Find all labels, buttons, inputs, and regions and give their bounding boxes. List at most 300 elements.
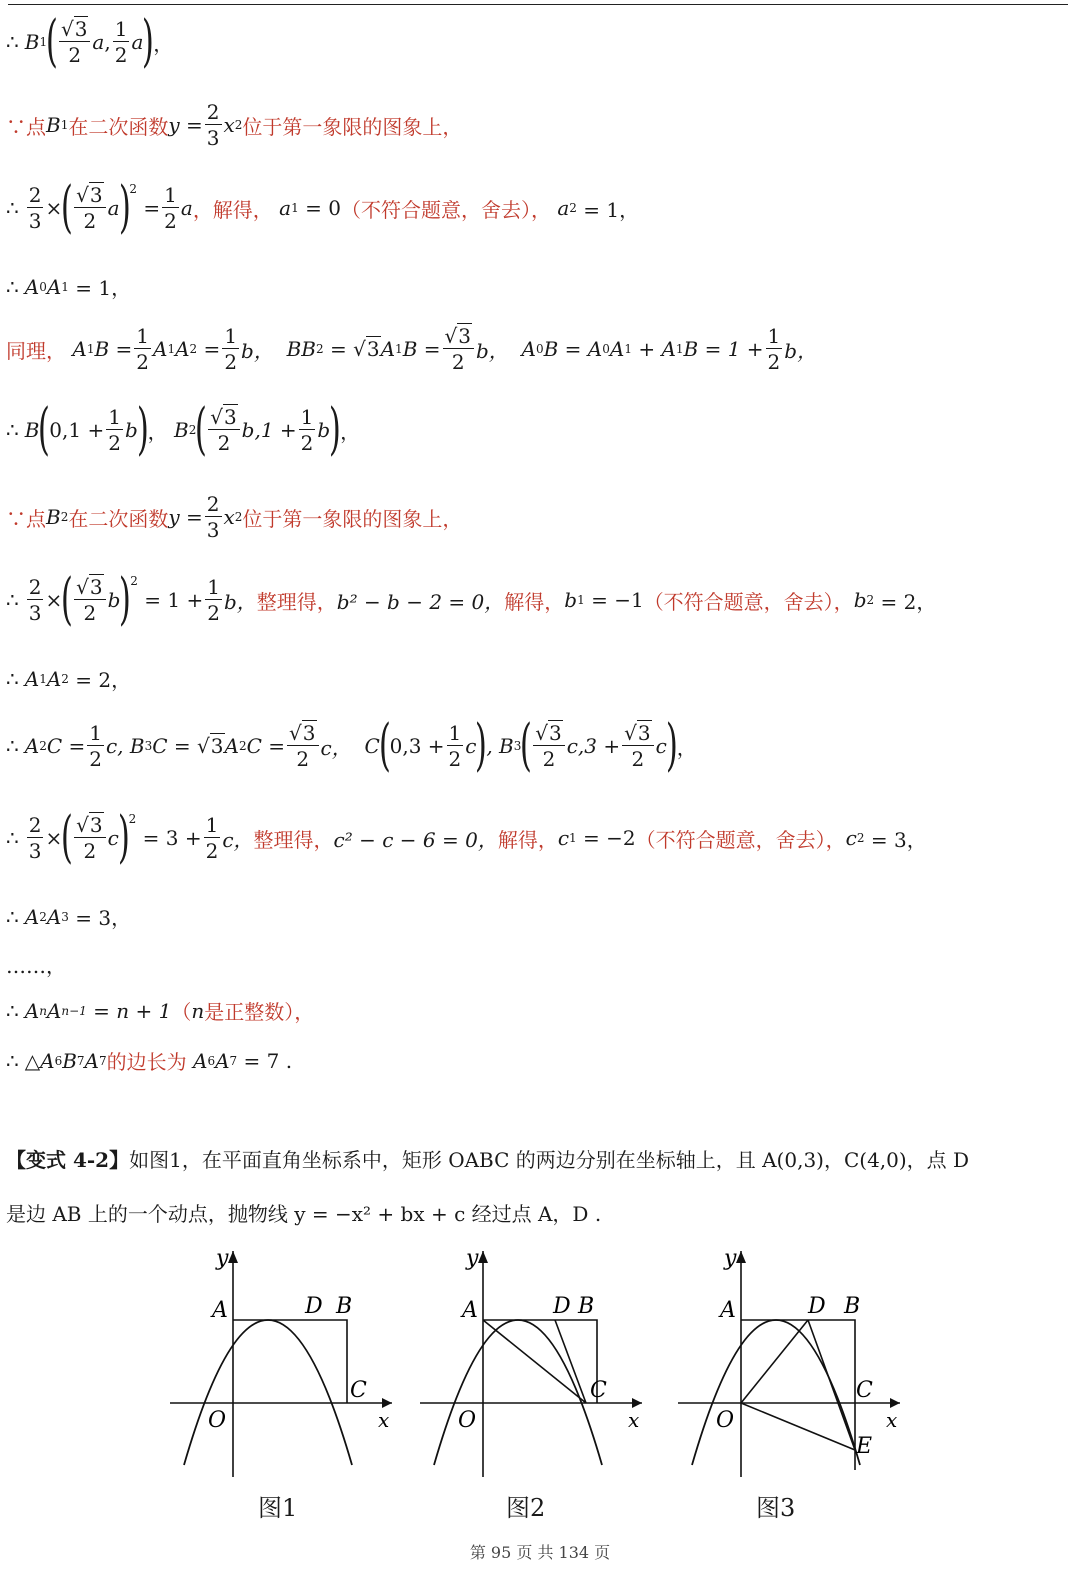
note: （ <box>171 1000 192 1024</box>
denominator: 2 <box>300 431 314 455</box>
fraction <box>205 494 222 540</box>
var-B: B <box>173 418 189 442</box>
fraction <box>447 723 464 769</box>
label-A: A <box>720 1298 736 1323</box>
denominator: 2 <box>89 747 102 771</box>
radicand: 3 <box>89 183 103 207</box>
label-x: x <box>378 1408 390 1432</box>
subscript: 1 <box>291 201 299 215</box>
radicand: 3 <box>549 721 562 745</box>
solution-line-14 <box>6 996 1070 1025</box>
var-B: B <box>46 505 61 529</box>
var-A: A <box>84 1048 99 1073</box>
radicand: 3 <box>223 405 237 429</box>
label-C: C <box>350 1378 367 1403</box>
subscript: 3 <box>513 739 522 753</box>
numerator: 2 <box>28 183 42 207</box>
text: 解得， <box>497 827 558 852</box>
subscript: n <box>39 1003 47 1018</box>
numerator: 1 <box>448 721 462 745</box>
rectangle-OABC <box>233 1320 347 1403</box>
numerator: 1 <box>136 324 149 348</box>
denominator: 2 <box>451 350 465 374</box>
caption-figure-2: 图2 <box>506 1494 546 1522</box>
x-arrow-icon <box>890 1398 900 1408</box>
numerator: 1 <box>114 17 128 41</box>
subscript: 2 <box>866 593 875 607</box>
var-A: A <box>46 274 62 299</box>
solution-line-8: ∴ $\frac{2}{3}$ × ( $\frac{√3}{2}$ b ) 2 = 1 + $\frac{1}{2}$ b， 整理得， b² − b − 2 = 0， 解得， b 1 = −1 （不符合题意，舍去）， b 2 = 2， <box>6 567 937 632</box>
subscript: 2 <box>315 342 324 356</box>
var-c: c <box>557 826 570 850</box>
var-A: A <box>215 1048 230 1073</box>
denominator: 2 <box>631 747 645 771</box>
subscript: 1 <box>39 35 48 49</box>
var-A: A <box>24 666 40 691</box>
var-b: b <box>124 418 138 442</box>
subscript: 2 <box>238 739 247 753</box>
subscript: 1 <box>167 342 176 356</box>
fraction <box>106 407 123 453</box>
text: 同理， <box>6 338 66 363</box>
text: 位于第一象限的图象上， <box>242 506 463 531</box>
fraction <box>87 723 104 769</box>
var-A: A <box>24 904 40 929</box>
var-b: b <box>853 588 867 612</box>
text: ，解得， <box>192 197 273 222</box>
radicand: 3 <box>210 734 224 758</box>
label-C: C <box>856 1378 873 1403</box>
y-arrow-icon <box>478 1251 488 1263</box>
label-B: B <box>844 1294 861 1319</box>
numerator: 1 <box>300 405 314 429</box>
fraction <box>113 19 130 65</box>
var-B: B <box>24 418 40 442</box>
var-b: b <box>317 418 331 442</box>
var-c: c <box>845 826 857 850</box>
var-x: x <box>223 505 235 529</box>
var-c: c <box>655 734 667 758</box>
subscript: 6 <box>54 1053 63 1068</box>
subscript: 7 <box>99 1053 107 1068</box>
subscript: 0 <box>39 279 47 294</box>
var: A <box>72 337 87 361</box>
fraction <box>27 185 44 231</box>
subscript: 3 <box>144 739 153 753</box>
denominator: 2 <box>205 839 219 863</box>
note: （不符合题意，舍去）， <box>643 589 854 614</box>
radicand: 3 <box>366 337 380 361</box>
var: B = 1 + <box>683 337 764 361</box>
exponent: 2 <box>128 812 137 826</box>
var-a: a <box>279 196 292 220</box>
var: A <box>609 337 625 361</box>
subscript: n−1 <box>61 1003 87 1018</box>
therefore-symbol: ∴ <box>6 418 19 442</box>
solution-line-4 <box>6 272 1070 301</box>
solution-line-9 <box>6 664 1070 693</box>
fraction <box>205 577 222 623</box>
var: b， <box>475 338 509 363</box>
label-E: E <box>856 1434 873 1459</box>
numerator: 1 <box>164 183 177 207</box>
var-b: b， <box>223 589 257 614</box>
denominator: 2 <box>217 431 231 455</box>
coord: b,1 + <box>241 418 297 442</box>
text: 的边长为 <box>106 1050 187 1074</box>
solution-line-10: ∴ A 2 C = $\frac{1}{2}$ c, B 3 C = √ 3 A 2 C = $\frac{√3}{2}$ c， C ( 0,3 + $\frac{1}{2}$ c ) , B 3 ( $\frac{√3}{2}$ c,3 + $\frac{√3}{2}$ c ) ， <box>6 713 697 778</box>
therefore-symbol: ∴ <box>6 734 19 758</box>
denominator: 2 <box>207 601 220 625</box>
subscript: 1 <box>86 342 95 356</box>
function-y: y = <box>168 113 203 137</box>
fraction <box>299 407 316 453</box>
label-A: A <box>462 1298 478 1323</box>
fraction: $\frac{√3}{2}$ <box>287 723 318 769</box>
value: = 3， <box>75 906 132 930</box>
label-O: O <box>716 1408 735 1433</box>
denominator: 2 <box>767 350 781 374</box>
rectangle-OABC-extended <box>741 1320 855 1470</box>
fraction <box>222 326 239 372</box>
value: = −2 <box>583 826 636 850</box>
label-D: D <box>305 1294 323 1319</box>
top-rule <box>8 4 1068 5</box>
subscript: 6 <box>207 1053 216 1068</box>
denominator: 2 <box>83 209 97 233</box>
label-y: y <box>216 1246 229 1271</box>
denominator: 3 <box>28 601 42 625</box>
text: 解得， <box>504 589 565 614</box>
note: 是正整数）， <box>204 1000 315 1024</box>
radicand: 3 <box>89 575 103 599</box>
denominator: 2 <box>83 601 97 625</box>
value: = 0 <box>305 196 341 220</box>
exponent: 2 <box>234 510 243 524</box>
coord: c,3 + <box>566 734 621 758</box>
equals: = 1 + <box>144 588 204 612</box>
y-arrow-icon <box>736 1251 746 1263</box>
value: = −1 <box>591 588 644 612</box>
figure-1-graph <box>160 1245 400 1485</box>
numerator: 1 <box>224 324 238 348</box>
subscript: 2 <box>856 831 865 845</box>
denominator: 2 <box>83 839 97 863</box>
label-x: x <box>886 1408 898 1432</box>
denominator: 3 <box>28 209 42 233</box>
solution-line-7 <box>6 494 1070 540</box>
solution-line-6: ∴ B ( 0,1 + $\frac{1}{2}$ b ) ， B 2 ( $\frac{√3}{2}$ b,1 + $\frac{1}{2}$ b ) ， <box>6 397 361 462</box>
var-A: A <box>193 1048 208 1073</box>
fraction <box>134 326 151 372</box>
subscript: 3 <box>61 909 69 924</box>
var-c: c <box>465 734 477 758</box>
label-C: C <box>590 1378 607 1403</box>
problem-text: 如图1，在平面直角坐标系中，矩形 OABC 的两边分别在坐标轴上，且 A(0,3)，C(4,0)，点 D <box>129 1148 970 1172</box>
var: c, B <box>105 734 145 758</box>
var-B: B <box>62 1048 77 1073</box>
subscript: 1 <box>675 342 684 356</box>
var-a: a <box>92 30 105 54</box>
exponent: 2 <box>130 574 138 588</box>
value: = 7 . <box>243 1048 293 1073</box>
denominator: 3 <box>206 126 220 150</box>
subscript: 7 <box>229 1053 238 1068</box>
subscript: 0 <box>535 342 544 356</box>
value: = 1， <box>75 276 132 300</box>
var-A: A <box>46 666 62 691</box>
label-A: A <box>212 1298 228 1323</box>
ellipsis: ……， <box>6 954 66 978</box>
fraction: $\frac{√3}{2}$ <box>74 577 105 623</box>
var: BB <box>286 337 316 361</box>
fraction: $\frac{√3}{2}$ <box>443 326 474 372</box>
numerator: 1 <box>108 405 121 429</box>
var: A <box>153 337 168 361</box>
var: C = <box>152 734 191 758</box>
segment-OE <box>741 1403 855 1450</box>
equals: = 3 + <box>142 826 202 850</box>
exponent: 2 <box>129 182 138 196</box>
label-y: y <box>724 1246 737 1271</box>
subscript: 1 <box>577 593 585 607</box>
caption-figure-1: 图1 <box>258 1494 298 1522</box>
var-a: a <box>180 196 193 220</box>
numerator: 1 <box>89 721 102 745</box>
var-A: A <box>24 274 40 299</box>
punct: ， <box>153 31 174 56</box>
times: × <box>45 588 63 612</box>
therefore-symbol: ∴ <box>6 30 19 54</box>
therefore-symbol: ∴ <box>6 1048 19 1073</box>
var-x: x <box>223 113 235 137</box>
subscript: 1 <box>61 279 69 294</box>
value: = n + 1 <box>93 998 172 1023</box>
punct: ， <box>676 735 697 760</box>
because-point: ∵点 <box>6 506 46 531</box>
punct: ， <box>340 419 361 444</box>
fraction: $\frac{√3}{2}$ <box>533 723 564 769</box>
solution-line-5: 同理， A 1 B = $\frac{1}{2}$ A 1 A 2 = $\frac{1}{2}$ b， BB 2 = √ 3 A 1 B = $\frac{√3}{2}$ b， A 0 B = A 0 A 1 + A 1 B = 1 + $\frac{1}{2}$ b， <box>6 324 818 374</box>
label-D: D <box>808 1294 826 1319</box>
therefore-symbol: ∴ <box>6 998 19 1023</box>
var-A: A <box>46 998 62 1023</box>
denominator: 3 <box>206 518 220 542</box>
coord: 0,3 + <box>389 734 445 758</box>
times: × <box>45 826 63 850</box>
fraction <box>27 815 44 861</box>
numerator: 2 <box>28 575 42 599</box>
fraction <box>204 815 221 861</box>
var-b: b <box>564 588 578 612</box>
subscript: 1 <box>395 342 403 356</box>
denominator: 2 <box>68 43 82 67</box>
label-B: B <box>336 1294 353 1319</box>
denominator: 2 <box>224 350 238 374</box>
page-footer: 第 95 页 共 134 页 <box>469 1543 611 1562</box>
var: A <box>380 337 396 361</box>
therefore-symbol: ∴ <box>6 274 19 299</box>
var-A: A <box>46 904 62 929</box>
solution-line-3: ∴ $\frac{2}{3}$ × ( $\frac{√3}{2}$ a ) 2 = $\frac{1}{2}$ a ，解得， a 1 = 0 （不符合题意，舍去）， a 2 = 1， <box>6 175 640 240</box>
text: 整理得， <box>253 827 334 852</box>
var: A <box>521 337 536 361</box>
var: C = <box>46 734 86 758</box>
var: b， <box>241 338 274 363</box>
x-arrow-icon <box>632 1398 642 1408</box>
text: 位于第一象限的图象上， <box>242 114 463 139</box>
because-point: ∵点 <box>6 114 46 139</box>
problem-text: 是边 AB 上的一个动点，抛物线 y = −x² + bx + c 经过点 A，D . <box>6 1202 602 1226</box>
note: （不符合题意，舍去）， <box>340 197 551 222</box>
equals: = <box>329 337 347 361</box>
subscript: 2 <box>39 909 47 924</box>
numerator: 1 <box>205 813 219 837</box>
subscript: 1 <box>569 831 577 845</box>
coord: 0,1 + <box>49 418 105 442</box>
label-O: O <box>208 1408 227 1433</box>
subscript: 2 <box>189 342 198 356</box>
function-y: y = <box>168 505 203 529</box>
radicand: 3 <box>74 17 88 41</box>
numerator: 2 <box>28 813 42 837</box>
denominator: 2 <box>448 747 462 771</box>
var: + A <box>638 337 676 361</box>
subscript: 2 <box>39 739 47 753</box>
fraction: $\frac{√3}{2}$ <box>74 815 105 861</box>
x-arrow-icon <box>382 1398 392 1408</box>
denominator: 2 <box>114 43 128 67</box>
label-B: B <box>578 1294 595 1319</box>
therefore-symbol: ∴ <box>6 826 19 850</box>
figure-3-graph <box>668 1245 908 1485</box>
parabola <box>184 1320 352 1465</box>
subscript: 1 <box>624 342 632 356</box>
label-O: O <box>458 1408 477 1433</box>
problem-tag: 【变式 4-2】 <box>6 1148 130 1172</box>
problem-line-1 <box>6 1144 1070 1173</box>
solution-line-11: ∴ $\frac{2}{3}$ × ( $\frac{√3}{2}$ c ) 2 = 3 + $\frac{1}{2}$ c， 整理得， c² − c − 6 = 0， 解得， c 1 = −2 （不符合题意，舍去）， c 2 = 3， <box>6 805 927 870</box>
label-x: x <box>628 1408 640 1432</box>
subscript: 1 <box>60 118 69 132</box>
text: 整理得， <box>256 589 337 614</box>
solution-line-12 <box>6 902 1070 931</box>
equals: = <box>143 196 161 220</box>
note: （不符合题意，舍去）， <box>635 827 846 852</box>
fraction <box>162 185 179 231</box>
solution-line-15 <box>6 1046 1070 1075</box>
numerator: 2 <box>206 492 220 516</box>
numerator: 1 <box>767 324 781 348</box>
value: = 1， <box>583 197 640 222</box>
times: × <box>45 196 63 220</box>
numerator: 1 <box>207 575 220 599</box>
y-arrow-icon <box>228 1251 238 1263</box>
therefore-symbol: ∴ <box>6 588 19 612</box>
subscript: 1 <box>39 671 47 686</box>
denominator: 2 <box>108 431 121 455</box>
segment-DE <box>808 1320 855 1450</box>
var: c， <box>320 735 352 760</box>
caption-figure-3: 图3 <box>756 1494 796 1522</box>
problem-line-2 <box>6 1198 1070 1227</box>
figure-2-graph <box>410 1245 650 1485</box>
equals: = <box>203 337 221 361</box>
value: = 2， <box>75 668 132 692</box>
equation: b² − b − 2 = 0， <box>336 589 505 614</box>
solution-line-13 <box>6 950 1070 979</box>
denominator: 2 <box>164 209 177 233</box>
var: A <box>224 734 239 758</box>
exponent: 2 <box>234 118 243 132</box>
denominator: 3 <box>28 839 42 863</box>
subscript: 2 <box>188 423 197 437</box>
triangle: △A <box>24 1048 55 1073</box>
label-D: D <box>553 1294 571 1319</box>
equation: c² − c − 6 = 0， <box>333 827 498 852</box>
text: 在二次函数 <box>68 114 169 139</box>
var-n: n <box>191 998 205 1023</box>
var: , B <box>486 734 514 758</box>
var-B: B <box>24 30 40 54</box>
var: B = A <box>543 337 603 361</box>
numerator: 2 <box>206 100 220 124</box>
radicand: 3 <box>89 813 103 837</box>
radicand: 3 <box>302 721 316 745</box>
fraction: $\frac{√3}{2}$ <box>74 185 105 231</box>
subscript: 2 <box>60 510 69 524</box>
var: B = <box>402 337 441 361</box>
radicand: 3 <box>637 721 651 745</box>
fraction <box>27 577 44 623</box>
fraction: $\frac{√3}{2}$ <box>622 723 653 769</box>
subscript: 7 <box>76 1053 85 1068</box>
var: A <box>175 337 190 361</box>
value: = 3， <box>870 827 927 852</box>
subscript: 0 <box>602 342 610 356</box>
denominator: 2 <box>296 747 310 771</box>
var: B = <box>94 337 133 361</box>
value: = 2， <box>880 589 937 614</box>
denominator: 2 <box>542 747 556 771</box>
var: C = <box>246 734 286 758</box>
fraction <box>205 102 222 148</box>
var-A: A <box>24 998 40 1023</box>
radicand: 3 <box>458 324 471 348</box>
var-a: a <box>131 30 144 54</box>
fraction <box>766 326 783 372</box>
fraction: $\frac{√3}{2}$ <box>208 407 239 453</box>
therefore-symbol: ∴ <box>6 904 19 929</box>
subscript: 2 <box>569 201 577 215</box>
label-y: y <box>466 1246 479 1271</box>
var-a: a <box>557 196 570 220</box>
var: b， <box>784 338 818 363</box>
subscript: 2 <box>61 671 69 686</box>
var-B: B <box>46 113 61 137</box>
var-C: C <box>364 734 380 758</box>
therefore-symbol: ∴ <box>6 196 19 220</box>
var-c: c， <box>222 827 254 852</box>
punct: ， <box>147 419 168 444</box>
fraction: $\frac{√3}{2}$ <box>59 19 90 65</box>
rectangle-OABC <box>483 1320 597 1403</box>
solution-line-1: ∴ B 1 ( $\frac{√3}{2}$ a , $\frac{1}{2}$ a ) ， <box>6 9 174 74</box>
text: 在二次函数 <box>68 506 169 531</box>
denominator: 2 <box>136 350 149 374</box>
solution-line-2 <box>6 102 1070 148</box>
therefore-symbol: ∴ <box>6 666 19 691</box>
